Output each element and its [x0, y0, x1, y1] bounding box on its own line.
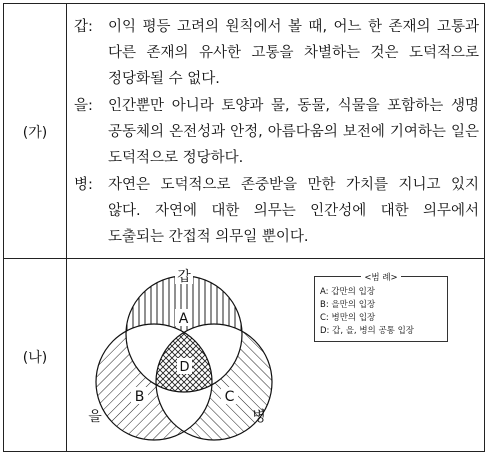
region-c-fill: [4, 4, 484, 451]
legend-item: C: 병만의 입장: [320, 313, 376, 323]
legend-box: [314, 273, 448, 342]
region-b-label: B: [134, 389, 145, 405]
question-table: [3, 3, 485, 452]
circle-eul-label: 을: [88, 409, 102, 425]
legend-list: [315, 277, 447, 338]
legend-item: B: 을만의 입장: [320, 300, 376, 310]
circle-byeong-label: 병: [252, 409, 266, 425]
region-d-label: D: [179, 360, 190, 375]
legend-item: D: 갑, 을, 병의 공통 입장: [320, 326, 415, 336]
region-a-label: A: [178, 311, 189, 327]
circle-gap-label: 갑: [177, 269, 191, 285]
region-c-label: C: [224, 389, 235, 405]
legend-item: A: 갑만의 입장: [320, 287, 375, 297]
venn-diagram: [4, 4, 484, 451]
legend-title: <범 례>: [361, 273, 400, 283]
